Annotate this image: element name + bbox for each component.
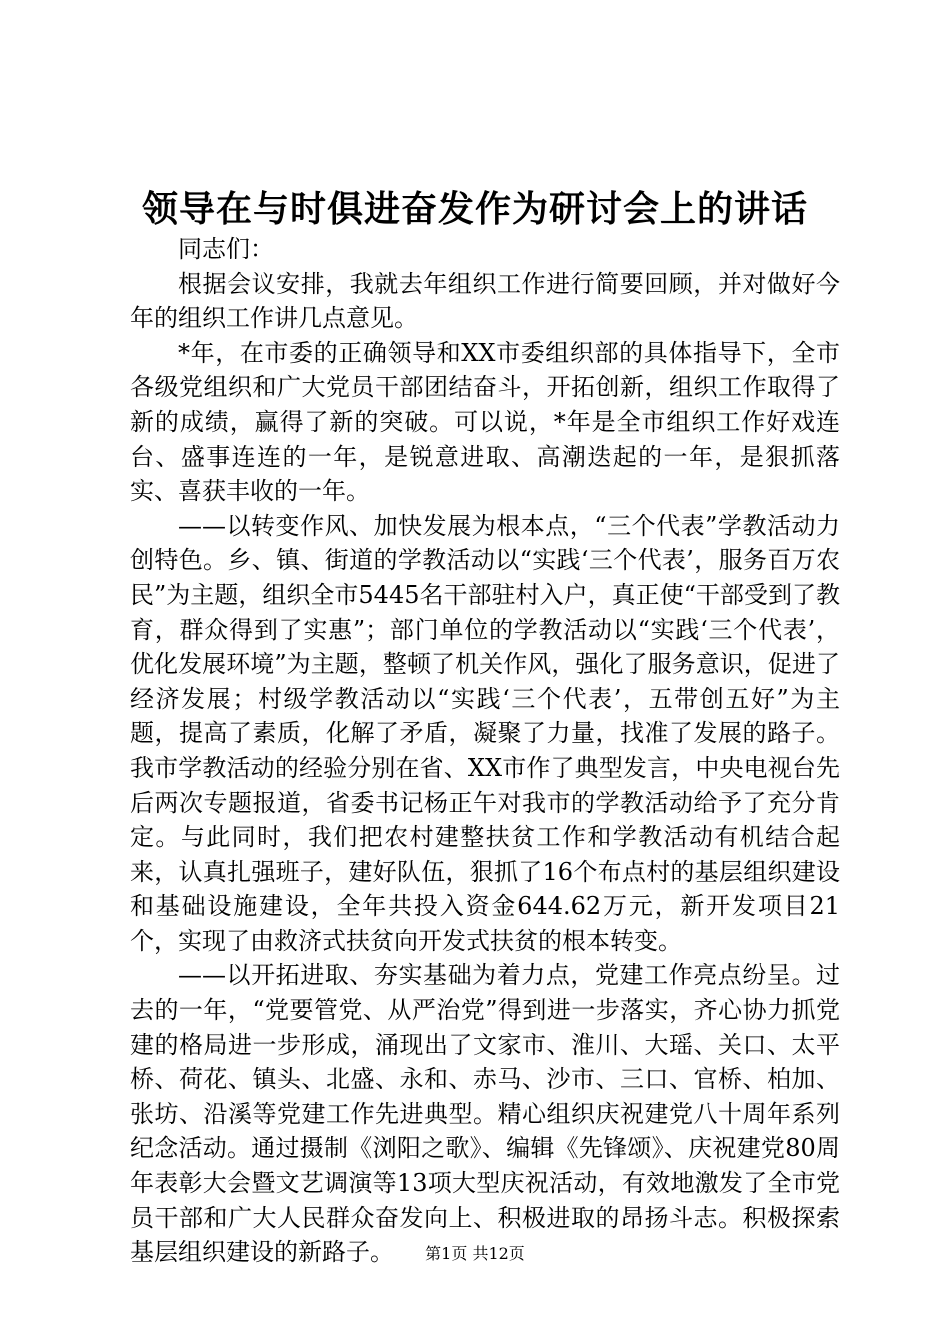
salutation-paragraph: 同志们：: [178, 235, 274, 263]
document-title: 领导在与时俱进奋发作为研讨会上的讲话: [141, 188, 808, 230]
page-number-footer: 第1页 共12页: [425, 1244, 525, 1263]
review-paragraph: *年，在市委的正确领导和XX市委组织部的具体指导下，全市各级党组织和广大党员干部团结奋斗，开拓创新，组织工作取得了新的成绩，赢得了新的突破。可以说，*年是全市组织工作好戏连台、盛事连连的一年，是锐意进取、高潮迭起的一年，是狠抓落实、喜获丰收的一年。: [130, 338, 840, 506]
party-building-paragraph: ——以开拓进取、夯实基础为着力点，党建工作亮点纷呈。过去的一年，“党要管党、从严治党”得到进一步落实，齐心协力抓党建的格局进一步形成，涌现出了文家市、淮川、大瑶、关口、太平桥、荷花、镇头、北盛、永和、赤马、沙市、三口、官桥、柏加、张坊、沿溪等党建工作先进典型。精心组织庆祝建党八十周年系列纪念活动。通过摄制《浏阳之歌》、编辑《先锋颂》、庆祝建党80周年表彰大会暨文艺调演等13项大型庆祝活动，有效地激发了全市党员干部和广大人民群众奋发向上、积极进取的昂扬斗志。积极探索基层组织建设的新路子。: [130, 961, 840, 1267]
intro-paragraph: 根据会议安排，我就去年组织工作进行简要回顾，并对做好今年的组织工作讲几点意见。: [130, 269, 840, 333]
study-campaign-paragraph: ——以转变作风、加快发展为根本点，“三个代表”学教活动力创特色。乡、镇、街道的学教活动以“实践‘三个代表’，服务百万农民”为主题，组织全市5445名干部驻村入户，真正使“干部受到了教育，群众得到了实惠”；部门单位的学教活动以“实践‘三个代表’，优化发展环境”为主题，整顿了机关作风，强化了服务意识，促进了经济发展；村级学教活动以“实践‘三个代表’，五带创五好”为主题，提高了素质，化解了矛盾，凝聚了力量，找准了发展的路子。我市学教活动的经验分别在省、XX市作了典型发言，中央电视台先后两次专题报道，省委书记杨正午对我市的学教活动给予了充分肯定。与此同时，我们把农村建整扶贫工作和学教活动有机结合起来，认真扎强班子，建好队伍，狠抓了16个布点村的基层组织建设和基础设施建设，全年共投入资金644.62万元，新开发项目21个，实现了由救济式扶贫向开发式扶贫的根本转变。: [130, 511, 840, 955]
document-body: [130, 232, 840, 1270]
